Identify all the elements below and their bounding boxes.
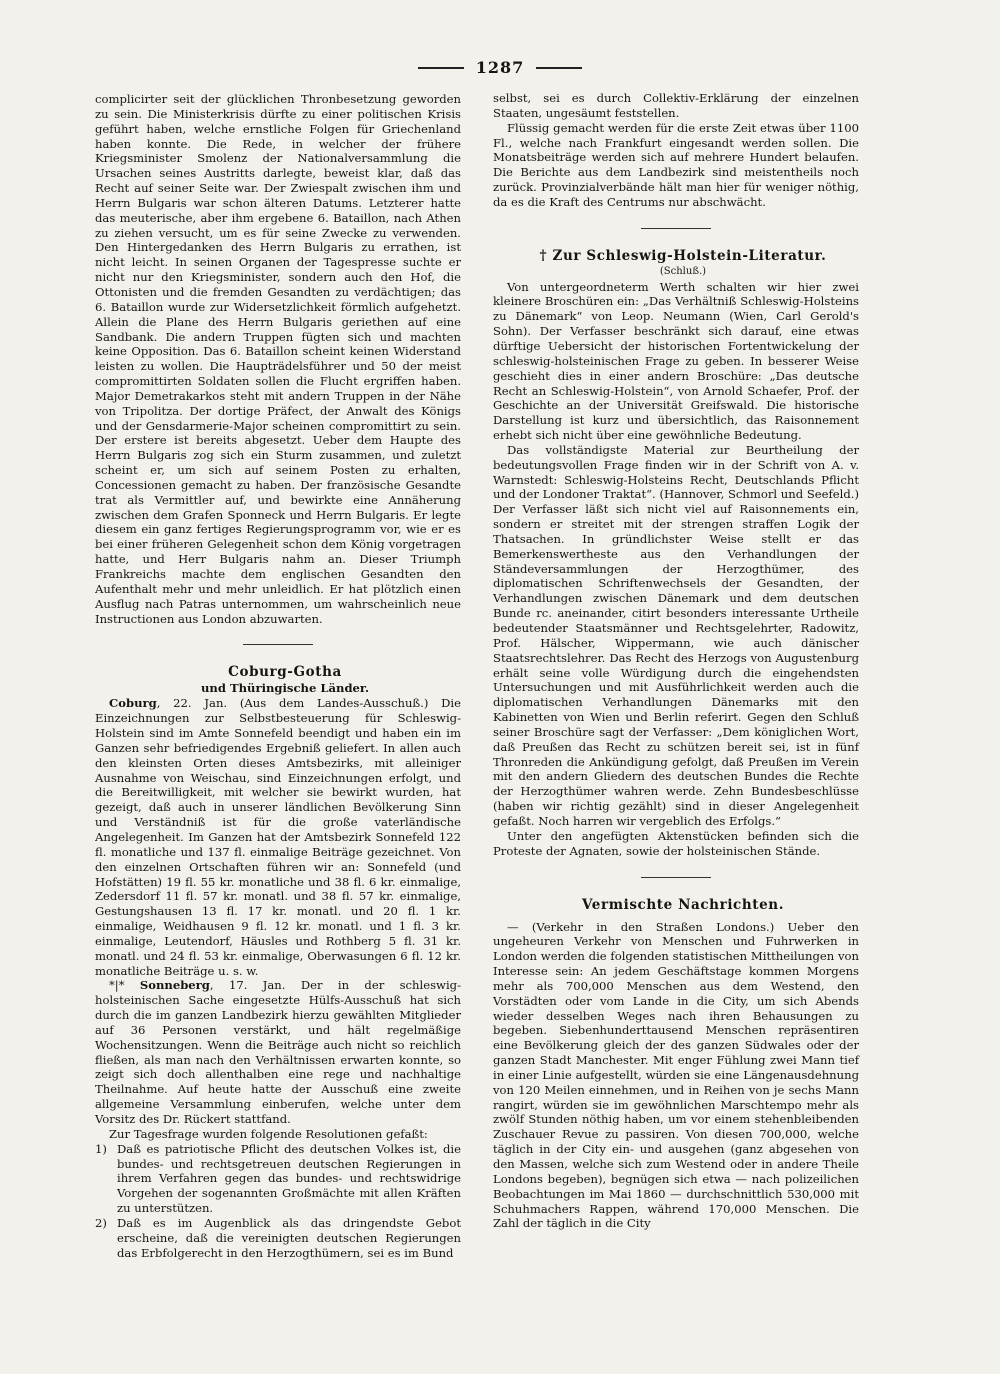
header-rule-right	[536, 67, 582, 69]
resolution-number: 2)	[95, 1215, 107, 1230]
right-column	[493, 91, 859, 1231]
section-separator	[641, 877, 711, 878]
correspondent-mark: *|*	[109, 978, 140, 993]
section-title-coburg-gotha: Coburg-Gotha	[228, 664, 342, 681]
section-subtitle-thueringen: und Thüringische Länder.	[200, 681, 370, 696]
coburg-report-text: , 22. Jan. (Aus dem Landes-Ausschuß.) Die Einzeichnungen zur Selbstbesteuerung für Schleswig-Holstein sind im Amte Sonnefeld beendigt und haben ein im Ganzen sehr befriedigendes Ergebniß geliefert. In allen auch den kleinsten Orten dieses Amtsbezirks, mit alleiniger Ausnahme von Weischau, sind Einzeichnungen erfolgt, und die Bereitwilligkeit, mit welcher sie bewirkt wurden, hat gezeigt, daß auch in unserer ländlichen Bevölkerung Sinn und Verständniß ist für die große vaterländische Angelegenheit. Im Ganzen hat der Amtsbezirk Sonnefeld 122 fl. monatliche und 137 fl. einmalige Beiträge gezeichnet. Von den einzelnen Ortschaften führen wir an: Sonnefeld (und Hofstätten) 19 fl. 55 kr. monatliche und 38 fl. 6 kr. einmalige, Zedersdorf 11 fl. 57 kr. monatl. und 38 fl. 57 kr. einmalige, Gestungshausen 13 fl. 17 kr. monatl. und 20 fl. 1 kr. einmalige, Weidhausen 9 fl. 12 kr. monatl. und 1 fl. 3 kr. einmalige, Leutendorf, Häusles und Rothberg 5 fl. 31 kr. monatl. und 24 fl. 53 kr. einmalige, Oberwasungen 6 fl. 12 kr. monatliche Beiträge u. s. w.	[95, 696, 461, 978]
literature-paragraph: Von untergeordneterm Werth schalten wir hier zwei kleinere Broschüren ein: „Das Verhältniß Schleswig-Holsteins zu Dänemark“ von Leop. Neumann (Wien, Carl Gerold's Sohn). Der Verfasser beschränkt sich darauf, eine etwas dürftige Uebersicht der historischen Fortentwickelung der schleswig-holsteinischen Frage zu geben. In besserer Weise geschieht dies in einer andern Broschüre: „Das deutsche Recht an Schleswig-Holstein“, von Arnold Schaefer, Prof. der Geschichte an der Universität Greifswald. Die historische Darstellung ist kurz und übersichtlich, das Raisonnement erhebt sich nicht über eine gewöhnliche Bedeutung.	[493, 279, 859, 443]
page-number: 1287	[475, 58, 525, 77]
header-rule-left	[418, 67, 464, 69]
sonneberg-report-text: , 17. Jan. Der in der schleswig-holsteinischen Sache eingesetzte Hülfs-Ausschuß hat sich durch die im ganzen Landbezirk hierzu gewählten Mitglieder auf 36 Personen verstärkt, und hält regelmäßige Wochensitzungen. Wenn die Beiträge auch nicht so reichlich fließen, als man nach den Verhältnissen erwarten konnte, so zeigt sich doch allenthalben eine rege und nachhaltige Theilnahme. Auf heute hatte der Ausschuß eine zweite allgemeine Versammlung einberufen, welche unter dem Vorsitz des Dr. Rückert stattfand.	[95, 978, 461, 1126]
section-separator	[641, 228, 711, 229]
resolution-item	[95, 1142, 461, 1216]
section-title-misc-news: Vermischte Nachrichten.	[581, 896, 785, 913]
london-traffic-paragraph: — (Verkehr in den Straßen Londons.) Ueber den ungeheuren Verkehr von Menschen und Fuhrwerken in London werden die folgenden statistischen Mittheilungen von Interesse sein: An jedem Geschäftstage kommen Morgens mehr als 700,000 Menschen aus dem Westend, den Vorstädten oder vom Lande in die City, um sich Abends wieder desselben Weges nach ihren Behausungen zu begeben. Siebenhunderttausend Menschen repräsentiren eine Bevölkerung gleich der des ganzen Südwales oder der ganzen Stadt Manchester. Mit enger Fühlung zwei Mann tief in einer Linie aufgestellt, würden sie eine Längenausdehnung von 120 Meilen einnehmen, und in Reihen von je sechs Mann rangirt, würden sie im gewöhnlichen Marschtempo mehr als zwölf Stunden nöthig haben, um vor einem stehenbleibenden Zuschauer Revue zu passiren. Von diesen 700,000, welche täglich in der City ein- und ausgehen (ganz abgesehen von den Massen, welche sich zum Westend oder in andere Theile Londons begeben), begnügen sich etwa — nach polizeilichen Beobachtungen im Mai 1860 — durchschnittlich 530,000 mit Schuhmachers Rappen, während 170,000 Menschen. Die Zahl der täglich in die City	[493, 919, 859, 1231]
greece-report-paragraph: complicirter seit der glücklichen Thronbesetzung geworden zu sein. Die Ministerkrisis dürfte zu einer politischen Krisis geführt haben, welche ernstliche Folgen für Griechenland haben konnte. Die Rede, in welcher der frühere Kriegsminister Smolenz der Nationalversammlung die Ursachen seines Austritts darlegte, beweist klar, daß das Recht auf seiner Seite war. Der Zwiespalt zwischen ihm und Herrn Bulgaris war schon älteren Datums. Letzterer hatte das meuterische, aber ihm ergebene 6. Bataillon, nach Athen zu ziehen versucht, um es für seine Zwecke zu verwenden. Den Hintergedanken des Herrn Bulgaris zu errathen, ist nicht leicht. In seinen Organen der Tagespresse suchte er nicht nur den Kriegsminister, sondern auch den Hof, die Ottonisten und die fremden Gesandten zu verdächtigen; das 6. Bataillon wurde zur Widersetzlichkeit förmlich aufgehetzt. Allein die Plane des Herrn Bulgaris geriethen auf eine Sandbank. Die andern Truppen fügten sich und machten keine Opposition. Das 6. Bataillon scheint keinen Widerstand leisten zu wollen. Die Haupträdelsführer und 50 der meist compromittirten Soldaten sollen die Flucht ergriffen haben. Major Demetrakarkos steht mit andern Truppen in der Nähe von Tripolitza. Der dortige Präfect, der Anwalt des Königs und der Gensdarmerie-Major scheinen compromittirt zu sein. Der erstere ist bereits abgesetzt. Ueber dem Haupte des Herrn Bulgaris zog sich ein Sturm zusammen, und zuletzt scheint er, um sich auf seinem Posten zu erhalten, Concessionen gemacht zu haben. Der französische Gesandte trat als Vermittler auf, und bewirkte eine Annäherung zwischen dem Grafen Sponneck und Herrn Bulgaris. Er legte diesem ein ganz fertiges Regierungsprogramm vor, wie er es bei einer früheren Gelegenheit schon dem König vorgetragen hatte, und Herr Bulgaris nahm an. Dieser Triumph Frankreichs machte dem englischen Gesandten den Aufenthalt mehr und mehr unleidlich. Er hat plötzlich einen Ausflug nach Patras unternommen, um wahrscheinlich neue Instructionen aus London abzuwarten.	[95, 92, 461, 626]
literature-paragraph: Das vollständigste Material zur Beurtheilung der bedeutungsvollen Frage finden wir in der Schrift von A. v. Warnstedt: Schleswig-Holsteins Recht, Deutschlands Pflicht und der Londoner Traktat“. (Hannover, Schmorl und Seefeld.) Der Verfasser läßt sich nicht viel auf Raisonnements ein, sondern er streitet mit der strengen straffen Logik der Thatsachen. In gründlichster Weise stellt er das Bemerkenswertheste aus den Verhandlungen der Ständeversammlungen der Herzogthümer, des diplomatischen Schriftenwechsels der Gesandten, der Verhandlungen zwischen Dänemark und dem deutschen Bunde rc. aneinander, citirt besonders interessante Urtheile bedeutender Staatsmänner und Rechtsgelehrter, Radowitz, Prof. Hälscher, Wippermann, wie auch dänischer Staatsrechtslehrer. Das Recht des Herzogs von Augustenburg erhält seine volle Würdigung durch die eingehendsten Untersuchungen und mit Ausführlichkeit werden auch die diplomatischen Verhandlungen Dänemarks mit den Kabinetten von Wien und Berlin referirt. Gegen den Schluß seiner Broschüre sagt der Verfasser: „Dem königlichen Wort, daß Preußen das Recht zu schützen bereit sei, ist in fünf Thronreden die Ankündigung gefolgt, daß Preußen im Verein mit den andern Gliedern des deutschen Bundes die Rechte der Herzogthümer wahren werde. Zehn Bundesbeschlüsse (haben wir richtig gezählt) sind in dieser Angelegenheit gefaßt. Noch harren wir vergeblich des Erfolgs.“	[493, 442, 859, 828]
literature-paragraph: Unter den angefügten Aktenstücken befinden sich die Proteste der Agnaten, sowie der holsteinischen Stände.	[493, 828, 859, 858]
section-title-literature: † Zur Schleswig-Holstein-Literatur.	[539, 247, 827, 264]
resolution-text: Daß es im Augenblick als das dringendste Gebot erscheine, daß die vereinigten deutschen Regierungen das Erbfolgerecht in den Herzogthümern, sei es im Bund	[117, 1215, 461, 1260]
resolutions-list	[95, 1142, 461, 1261]
page-header	[0, 58, 1000, 77]
sonneberg-report-paragraph	[95, 978, 461, 1126]
section-separator	[243, 644, 313, 645]
resolution-text: Daß es patriotische Pflicht des deutschen Volkes ist, die bundes- und rechtsgetreuen deutschen Regierungen in ihrem Verfahren gegen das bundes- und rechtswidrige Vorgehen der sogenannten Großmächte mit allen Kräften zu unterstützen.	[117, 1141, 461, 1216]
resolution-item	[95, 1216, 461, 1261]
coburg-report-paragraph	[95, 696, 461, 978]
left-column	[95, 92, 461, 1260]
section-note-conclusion: (Schluß.)	[659, 265, 707, 277]
sonneberg-continuation-paragraph: selbst, sei es durch Collektiv-Erklärung der einzelnen Staaten, ungesäumt feststellen.	[493, 91, 859, 120]
resolution-number: 1)	[95, 1141, 107, 1156]
sonneberg-funds-paragraph: Flüssig gemacht werden für die erste Zeit etwas über 1100 Fl., welche nach Frankfurt eingesandt werden sollen. Die Monatsbeiträge werden sich auf mehrere Hundert belaufen. Die Berichte aus dem Landbezirk sind meistentheils noch zurück. Provinzialverbände hält man hier für weniger nöthig, da es die Kraft des Centrums nur abschwächt.	[493, 120, 859, 209]
dateline-place: Sonneberg	[139, 978, 210, 993]
dateline-place: Coburg	[109, 696, 157, 711]
resolutions-intro: Zur Tagesfrage wurden folgende Resolutionen gefaßt:	[109, 1126, 428, 1141]
